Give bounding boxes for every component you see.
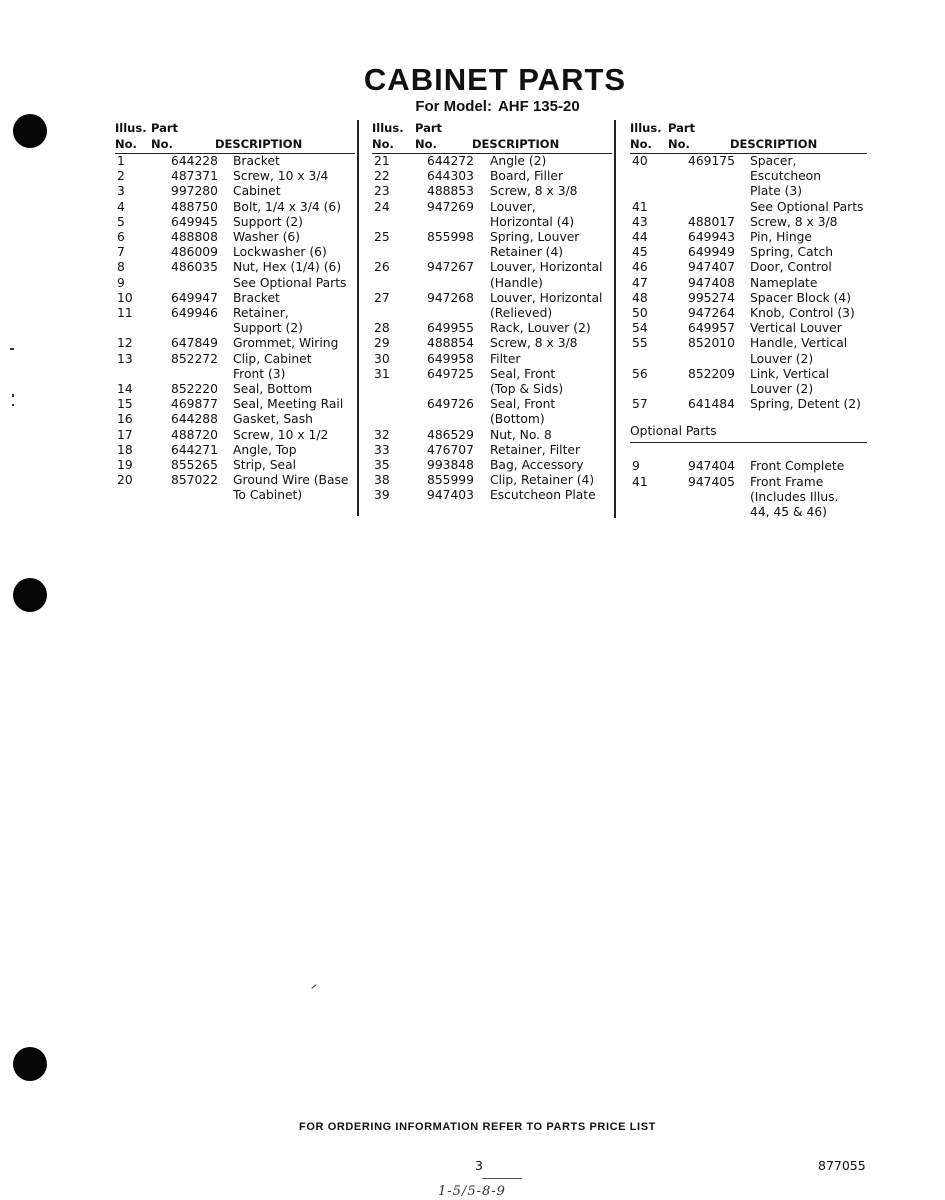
illus-number: 7 (117, 245, 125, 260)
part-number: 488750 (171, 199, 218, 214)
part-description: Knob, Control (3) (750, 306, 855, 321)
parts-row (115, 443, 355, 458)
illus-number: 55 (632, 336, 648, 351)
illus-number: 41 (632, 199, 648, 214)
parts-row (115, 230, 355, 245)
part-description: Washer (6) (233, 230, 301, 245)
parts-row (372, 230, 612, 260)
part-description: Nameplate (750, 275, 818, 290)
parts-row (115, 382, 355, 397)
part-description: Lockwasher (6) (233, 245, 327, 260)
part-description: Pin, Hinge (750, 230, 813, 245)
optional-parts-list (630, 459, 867, 520)
part-description: Escutcheon Plate (490, 488, 596, 503)
part-number: 488720 (171, 427, 218, 442)
parts-row (630, 291, 867, 306)
illus-number: 54 (632, 321, 648, 336)
part-number: 476707 (427, 442, 474, 457)
parts-row (372, 352, 612, 367)
parts-row (372, 367, 612, 397)
column-header (372, 120, 612, 154)
part-number: 644272 (427, 154, 474, 168)
illus-number: 50 (632, 306, 648, 321)
parts-row (630, 215, 867, 230)
part-description: Vertical Louver (750, 321, 842, 336)
punch-hole (13, 114, 47, 148)
part-description: Front (3) (233, 366, 286, 381)
part-description: Screw, 8 x 3/8 (750, 214, 838, 229)
part-number: 488853 (427, 184, 474, 199)
part-description: Louver, Horizontal (490, 260, 603, 275)
part-description: Retainer, Filter (490, 442, 581, 457)
parts-row (115, 184, 355, 199)
part-number: 641484 (688, 397, 735, 412)
part-description: (Includes Illus. (750, 489, 839, 504)
document-number: 877055 (818, 1158, 866, 1173)
part-number: 649946 (171, 306, 218, 321)
part-number: 947269 (427, 199, 474, 214)
part-number: 855998 (427, 230, 474, 245)
parts-row (630, 367, 867, 397)
illus-number: 28 (374, 321, 390, 336)
parts-row (115, 352, 355, 382)
part-description: Support (2) (233, 214, 303, 229)
part-number: 852209 (688, 366, 735, 381)
part-description: To Cabinet) (233, 488, 303, 503)
illus-number: 20 (117, 473, 133, 488)
illus-number: 48 (632, 290, 648, 305)
illus-number: 27 (374, 290, 390, 305)
part-number: 649958 (427, 351, 474, 366)
illus-number: 57 (632, 397, 648, 412)
illus-number: 30 (374, 351, 390, 366)
parts-row (630, 336, 867, 366)
illus-number: 39 (374, 488, 390, 503)
part-description: (Relieved) (490, 306, 553, 321)
illus-number: 10 (117, 290, 133, 305)
part-description: Support (2) (233, 321, 303, 336)
part-description: Angle, Top (233, 442, 297, 457)
part-number: 947405 (688, 474, 735, 489)
illus-number: 6 (117, 230, 125, 245)
part-description: Seal, Bottom (233, 382, 313, 397)
illus-number: 16 (117, 412, 133, 427)
optional-parts-label: Optional Parts (630, 424, 717, 439)
parts-row (115, 428, 355, 443)
illus-number: 17 (117, 427, 133, 442)
illus-number: 5 (117, 214, 125, 229)
part-description: Board, Filler (490, 169, 564, 184)
parts-row (372, 200, 612, 230)
part-number: 997280 (171, 184, 218, 199)
part-number: 947407 (688, 260, 735, 275)
handwritten-note-text: 1-5/5-8-9 (438, 1184, 506, 1199)
illus-number: 41 (632, 474, 648, 489)
optional-parts-heading (630, 424, 867, 443)
header-part: Part (668, 121, 696, 135)
parts-row (115, 276, 355, 291)
illus-number: 8 (117, 260, 125, 275)
part-description: Strip, Seal (233, 458, 297, 473)
header-part-no: No. (151, 137, 173, 151)
part-description: Screw, 10 x 3/4 (233, 169, 329, 184)
parts-row (630, 321, 867, 336)
illus-number: 47 (632, 275, 648, 290)
part-description: Front Frame (750, 474, 824, 489)
page-number: 3 (475, 1158, 483, 1173)
punch-hole (13, 578, 47, 612)
part-number: 488854 (427, 336, 474, 351)
column-header (115, 120, 355, 154)
part-description: Retainer, (233, 306, 289, 321)
part-number: 647849 (171, 336, 218, 351)
part-description: Seal, Front (490, 366, 556, 381)
handwritten-note (438, 1184, 506, 1199)
part-number: 947267 (427, 260, 474, 275)
column-header (630, 120, 867, 154)
part-number: 644271 (171, 442, 218, 457)
part-number: 649945 (171, 214, 218, 229)
handwritten-underline (482, 1178, 522, 1179)
illus-number: 25 (374, 230, 390, 245)
part-description: Seal, Meeting Rail (233, 397, 344, 412)
parts-column-1 (115, 120, 355, 504)
illus-number: 3 (117, 184, 125, 199)
parts-row (115, 200, 355, 215)
header-part: Part (151, 121, 179, 135)
part-number: 644303 (427, 169, 474, 184)
parts-list (115, 154, 355, 504)
parts-row (115, 458, 355, 473)
part-number: 644228 (171, 154, 218, 168)
illus-number: 43 (632, 214, 648, 229)
page-title: CABINET PARTS (363, 62, 627, 97)
part-description: (Top & Sids) (490, 382, 564, 397)
parts-row (115, 336, 355, 351)
illus-number: 11 (117, 306, 133, 321)
model-subtitle (0, 98, 945, 115)
parts-list (630, 154, 867, 412)
illus-number: 23 (374, 184, 390, 199)
part-description: Clip, Cabinet (233, 351, 312, 366)
illus-number: 19 (117, 458, 133, 473)
part-description: Link, Vertical (750, 366, 830, 381)
parts-row (372, 397, 612, 427)
header-description: DESCRIPTION (730, 137, 818, 151)
part-description: Screw, 8 x 3/8 (490, 336, 578, 351)
part-description: Gasket, Sash (233, 412, 313, 427)
part-description: (Handle) (490, 275, 543, 290)
illus-number: 40 (632, 154, 648, 168)
parts-row (115, 473, 355, 503)
parts-row (115, 306, 355, 336)
parts-column-2 (372, 120, 612, 504)
illus-number: 9 (632, 459, 640, 474)
parts-row (630, 230, 867, 245)
parts-row (372, 443, 612, 458)
part-description: Plate (3) (750, 184, 803, 199)
column-divider (614, 120, 616, 518)
parts-row (630, 276, 867, 291)
part-description: Spring, Detent (2) (750, 397, 861, 412)
illus-number: 29 (374, 336, 390, 351)
illus-number: 46 (632, 260, 648, 275)
punch-hole (13, 1047, 47, 1081)
part-description: Louver (2) (750, 382, 814, 397)
parts-column-3 (630, 120, 867, 520)
parts-row (372, 473, 612, 488)
part-description: Angle (2) (490, 154, 547, 168)
parts-row (115, 215, 355, 230)
illus-number: 24 (374, 199, 390, 214)
illus-number: 31 (374, 366, 390, 381)
part-description: Spacer Block (4) (750, 290, 852, 305)
optional-parts-rule (630, 442, 867, 443)
scan-speck (12, 404, 14, 406)
illus-number: 32 (374, 427, 390, 442)
part-description: Spacer, Escutcheon (750, 154, 821, 184)
part-description: Door, Control (750, 260, 832, 275)
illus-number: 44 (632, 230, 648, 245)
parts-row (372, 458, 612, 473)
illus-number: 1 (117, 154, 125, 168)
part-description: Horizontal (4) (490, 214, 575, 229)
illus-number: 9 (117, 275, 125, 290)
parts-row (372, 184, 612, 199)
part-description: Rack, Louver (2) (490, 321, 591, 336)
part-description: Spring, Louver (490, 230, 580, 245)
part-description: Louver, (490, 199, 536, 214)
illus-number: 18 (117, 442, 133, 457)
part-number: 855999 (427, 473, 474, 488)
parts-list (372, 154, 612, 504)
part-number: 649949 (688, 245, 735, 260)
part-description: Bolt, 1/4 x 3/4 (6) (233, 199, 342, 214)
header-no: No. (115, 137, 137, 151)
part-number: 469175 (688, 154, 735, 168)
header-illus: Illus. (372, 121, 404, 135)
parts-row (115, 169, 355, 184)
parts-row (630, 475, 867, 521)
part-number: 488017 (688, 214, 735, 229)
parts-row (115, 260, 355, 275)
part-number: 855265 (171, 458, 218, 473)
parts-row (372, 488, 612, 503)
part-number: 644288 (171, 412, 218, 427)
illus-number: 21 (374, 154, 390, 168)
part-description: Nut, Hex (1/4) (6) (233, 260, 342, 275)
part-description: Retainer (4) (490, 245, 564, 260)
part-description: Louver, Horizontal (490, 290, 603, 305)
ordering-footer: FOR ORDERING INFORMATION REFER TO PARTS PRICE LIST (299, 1121, 656, 1133)
column-divider (357, 120, 359, 516)
illus-number: 12 (117, 336, 133, 351)
parts-row (372, 260, 612, 290)
header-no: No. (630, 137, 652, 151)
part-number: 469877 (171, 397, 218, 412)
part-number: 852010 (688, 336, 735, 351)
parts-row (372, 321, 612, 336)
parts-row (372, 336, 612, 351)
illus-number: 2 (117, 169, 125, 184)
part-number: 486529 (427, 427, 474, 442)
part-number: 993848 (427, 458, 474, 473)
part-description: Bracket (233, 290, 280, 305)
part-description: Clip, Retainer (4) (490, 473, 595, 488)
part-number: 947404 (688, 459, 735, 474)
header-description: DESCRIPTION (472, 137, 560, 151)
parts-row (115, 291, 355, 306)
part-number: 857022 (171, 473, 218, 488)
header-description: DESCRIPTION (215, 137, 303, 151)
parts-row (372, 291, 612, 321)
part-number: 488808 (171, 230, 218, 245)
part-number: 649725 (427, 366, 474, 381)
parts-row (115, 397, 355, 412)
part-description: See Optional Parts (233, 275, 347, 290)
header-no: No. (372, 137, 394, 151)
parts-row (630, 154, 867, 200)
illus-number: 45 (632, 245, 648, 260)
model-number: AHF 135-20 (497, 98, 580, 115)
part-description: Front Complete (750, 459, 845, 474)
scan-speck (311, 984, 316, 989)
part-description: Filter (490, 351, 521, 366)
part-description: Nut, No. 8 (490, 427, 552, 442)
part-number: 947268 (427, 290, 474, 305)
part-number: 947264 (688, 306, 735, 321)
parts-row (630, 245, 867, 260)
part-description: Handle, Vertical (750, 336, 848, 351)
header-part: Part (415, 121, 443, 135)
part-description: Bracket (233, 154, 280, 168)
part-description: See Optional Parts (750, 199, 864, 214)
part-number: 649947 (171, 290, 218, 305)
parts-row (115, 154, 355, 169)
scan-speck (12, 394, 14, 397)
parts-row (372, 428, 612, 443)
part-number: 649957 (688, 321, 735, 336)
header-illus: Illus. (630, 121, 662, 135)
parts-row (115, 412, 355, 427)
illus-number: 13 (117, 351, 133, 366)
part-number: 649943 (688, 230, 735, 245)
part-description: Grommet, Wiring (233, 336, 339, 351)
part-description: Ground Wire (Base (233, 473, 349, 488)
parts-row (630, 397, 867, 412)
part-number: 947403 (427, 488, 474, 503)
scan-speck (10, 348, 14, 350)
header-part-no: No. (415, 137, 437, 151)
part-number: 947408 (688, 275, 735, 290)
part-number: 649726 (427, 397, 474, 412)
part-number: 649955 (427, 321, 474, 336)
parts-row (630, 459, 867, 474)
header-illus: Illus. (115, 121, 147, 135)
illus-number: 56 (632, 366, 648, 381)
parts-row (630, 200, 867, 215)
model-prefix: For Model: (415, 98, 492, 115)
illus-number: 14 (117, 382, 133, 397)
part-number: 486035 (171, 260, 218, 275)
part-number: 487371 (171, 169, 218, 184)
part-number: 852220 (171, 382, 218, 397)
parts-row (630, 306, 867, 321)
header-part-no: No. (668, 137, 690, 151)
illus-number: 38 (374, 473, 390, 488)
part-number: 486009 (171, 245, 218, 260)
illus-number: 22 (374, 169, 390, 184)
part-description: Spring, Catch (750, 245, 833, 260)
parts-row (115, 245, 355, 260)
part-description: Louver (2) (750, 351, 814, 366)
parts-row (630, 260, 867, 275)
illus-number: 35 (374, 458, 390, 473)
part-description: 44, 45 & 46) (750, 505, 827, 520)
part-description: Bag, Accessory (490, 458, 584, 473)
parts-row (372, 169, 612, 184)
part-description: Screw, 8 x 3/8 (490, 184, 578, 199)
part-description: Screw, 10 x 1/2 (233, 427, 329, 442)
illus-number: 4 (117, 199, 125, 214)
part-description: Seal, Front (Bottom) (490, 397, 556, 427)
part-description: Cabinet (233, 184, 281, 199)
illus-number: 33 (374, 442, 390, 457)
parts-row (372, 154, 612, 169)
illus-number: 15 (117, 397, 133, 412)
part-number: 852272 (171, 351, 218, 366)
part-number: 995274 (688, 290, 735, 305)
illus-number: 26 (374, 260, 390, 275)
